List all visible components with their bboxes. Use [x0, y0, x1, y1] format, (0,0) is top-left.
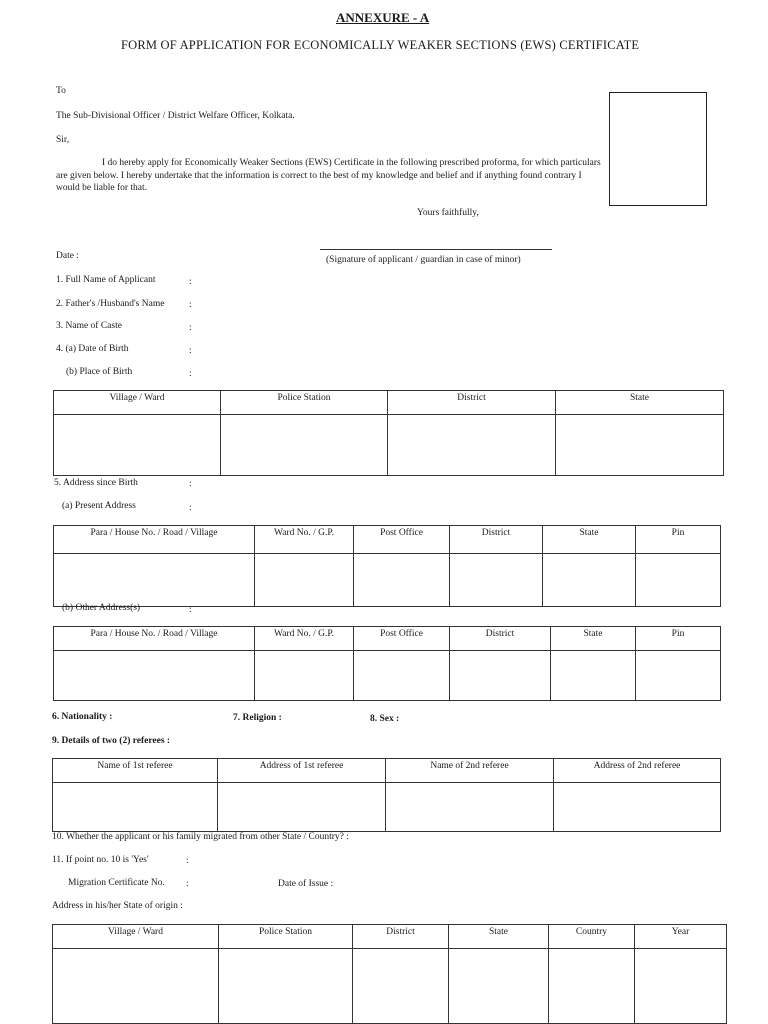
origin-address-label: Address in his/her State of origin :: [52, 901, 183, 911]
to-label: To: [56, 86, 66, 96]
header-police-station: Police Station: [219, 925, 353, 949]
header-state: State: [543, 526, 636, 554]
date-of-issue-label: Date of Issue :: [278, 879, 334, 889]
input-cell[interactable]: [556, 415, 724, 476]
field-dob: 4. (a) Date of Birth: [56, 344, 129, 354]
field-caste: 3. Name of Caste: [56, 321, 122, 331]
input-cell[interactable]: [551, 651, 636, 701]
header-post-office: Post Office: [354, 526, 450, 554]
addressee: The Sub-Divisional Officer / District Welfare Officer, Kolkata.: [56, 111, 295, 121]
application-body: I do hereby apply for Economically Weaker Sections (EWS) Certificate in the following prescribed proforma, for which particulars are given below. I hereby undertake that the information is correct to the best of my knowledge and belief and if anything found contrary I would be liable for that.: [56, 158, 601, 193]
input-cell[interactable]: [450, 554, 543, 607]
header-pin: Pin: [636, 627, 721, 651]
sex-label: 8. Sex :: [370, 714, 400, 724]
input-cell[interactable]: [53, 783, 218, 832]
field-pob: (b) Place of Birth: [66, 367, 133, 377]
header-ward-gp: Ward No. / G.P.: [255, 627, 354, 651]
header-name-1st-referee: Name of 1st referee: [53, 759, 218, 783]
closing: Yours faithfully,: [417, 208, 479, 218]
header-year: Year: [635, 925, 727, 949]
input-cell[interactable]: [386, 783, 554, 832]
signature-caption: (Signature of applicant / guardian in case of minor): [326, 255, 521, 265]
colon: :: [186, 856, 189, 866]
origin-address-table: [52, 924, 727, 1024]
header-village-ward: Village / Ward: [54, 391, 221, 415]
migration-followup: 11. If point no. 10 is 'Yes': [52, 855, 149, 865]
migration-question: 10. Whether the applicant or his family migrated from other State / Country? :: [52, 832, 349, 842]
nationality-label: 6. Nationality :: [52, 712, 113, 722]
colon: :: [189, 369, 192, 379]
header-state: State: [449, 925, 549, 949]
header-district: District: [450, 627, 551, 651]
header-district: District: [353, 925, 449, 949]
date-label: Date :: [56, 251, 79, 261]
input-cell[interactable]: [218, 783, 386, 832]
header-address-1st-referee: Address of 1st referee: [218, 759, 386, 783]
input-cell[interactable]: [635, 949, 727, 1024]
header-country: Country: [549, 925, 635, 949]
input-cell[interactable]: [450, 651, 551, 701]
present-address-label: (a) Present Address: [62, 501, 136, 511]
other-address-label: (b) Other Address(s): [62, 603, 141, 613]
colon: :: [189, 277, 192, 287]
input-cell[interactable]: [449, 949, 549, 1024]
header-para-house: Para / House No. / Road / Village: [54, 526, 255, 554]
referees-label: 9. Details of two (2) referees :: [52, 736, 171, 746]
header-post-office: Post Office: [354, 627, 450, 651]
input-cell[interactable]: [354, 554, 450, 607]
header-village-ward: Village / Ward: [53, 925, 219, 949]
input-cell[interactable]: [636, 554, 721, 607]
header-state: State: [551, 627, 636, 651]
birth-place-table: [53, 390, 724, 476]
religion-label: 7. Religion :: [233, 713, 282, 723]
input-cell[interactable]: [54, 651, 255, 701]
field-full-name: 1. Full Name of Applicant: [56, 275, 156, 285]
colon: :: [189, 300, 192, 310]
header-name-2nd-referee: Name of 2nd referee: [386, 759, 554, 783]
form-title: FORM OF APPLICATION FOR ECONOMICALLY WEAKER SECTIONS (EWS) CERTIFICATE: [121, 38, 640, 52]
input-cell[interactable]: [554, 783, 721, 832]
other-address-table: [53, 626, 721, 701]
header-pin: Pin: [636, 526, 721, 554]
annexure-heading: ANNEXURE - A: [336, 10, 430, 25]
input-cell[interactable]: [219, 949, 353, 1024]
input-cell[interactable]: [54, 554, 255, 607]
input-cell[interactable]: [255, 554, 354, 607]
header-district: District: [450, 526, 543, 554]
header-ward-gp: Ward No. / G.P.: [255, 526, 354, 554]
migration-certificate-label: Migration Certificate No.: [68, 878, 165, 888]
header-district: District: [388, 391, 556, 415]
header-para-house: Para / House No. / Road / Village: [54, 627, 255, 651]
header-address-2nd-referee: Address of 2nd referee: [554, 759, 721, 783]
input-cell[interactable]: [53, 949, 219, 1024]
photo-box[interactable]: [609, 92, 707, 206]
colon: :: [189, 323, 192, 333]
colon: :: [189, 346, 192, 356]
input-cell[interactable]: [353, 949, 449, 1024]
input-cell[interactable]: [354, 651, 450, 701]
signature-line[interactable]: [320, 249, 552, 250]
address-since-birth: 5. Address since Birth: [54, 478, 138, 488]
header-state: State: [556, 391, 724, 415]
salutation: Sir,: [56, 135, 70, 145]
input-cell[interactable]: [255, 651, 354, 701]
input-cell[interactable]: [636, 651, 721, 701]
colon: :: [189, 503, 192, 513]
input-cell[interactable]: [543, 554, 636, 607]
input-cell[interactable]: [221, 415, 388, 476]
header-police-station: Police Station: [221, 391, 388, 415]
referee-table: [52, 758, 721, 832]
colon: :: [186, 879, 189, 889]
field-father-name: 2. Father's /Husband's Name: [56, 299, 165, 309]
input-cell[interactable]: [549, 949, 635, 1024]
colon: :: [189, 605, 192, 615]
input-cell[interactable]: [388, 415, 556, 476]
present-address-table: [53, 525, 721, 607]
colon: :: [189, 479, 192, 489]
input-cell[interactable]: [54, 415, 221, 476]
